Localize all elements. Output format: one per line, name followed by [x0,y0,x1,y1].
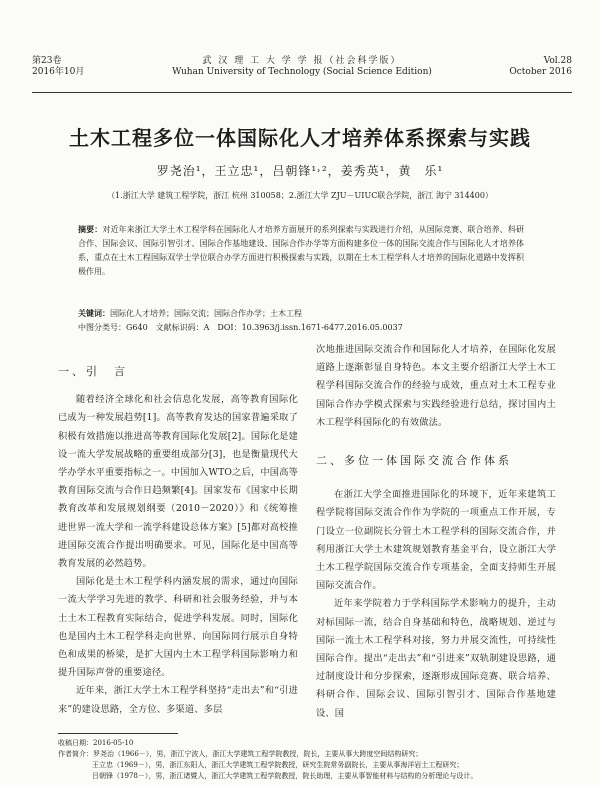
right-column [316,341,556,723]
body-paragraph: 近年来学院着力于学科国际学术影响力的提升，主动对标国际一流，结合自身基础和特色，战略规划、逆过与国际一流土木工程学科对接，努力并展交流性，可持续性国际合作。提出“走出去”和“引进来”双轨制建设思路，通过制度设计和分步探索，逐渐形成国际竞赛、联合培养、科研合作、国际会议、国际引智引才、国际合作基地建设、国 [316,598,556,719]
section-heading-intro: 一、引 言 [58,365,128,378]
abstract-text: 对近年来浙江大学土木工程学科在国际化人才培养方面展开的系列探索与实践进行介绍，从国际竞赛、联合培养、科研合作、国际会议、国际引智引才、国际合作基地建设、国际合作办学等方面构建多位一体的国际交流合作与国际化人才培养体系，重点在土木工程国际双学士学位联合办学方面进行积极探索与实践，以期在土木工程学科人才培养的国际化道路中发挥积极作用。 [78,225,525,276]
paper-title: 土木工程多位一体国际化人才培养体系探索与实践 [69,126,531,150]
abstract-label: 摘要： [78,224,103,234]
body-paragraph: 随着经济全球化和社会信息化发展，高等教育国际化已成为一种发展趋势[1]。高等教育发达的国家普遍采取了积极有效措施以推进高等教育国际化发展[2]。国际化是建设一流大学发展战略的重要组成部分[3]，也是衡量现代大学办学水平重要指标之一。中国加入WTO之后，中国高等教育国际交流与合作日趋频繁[4]。国家发布《国家中长期教育改革和发展规划纲要（2010－2020）》和《统筹推进世界一流大学和一流学科建设总体方案》[5]都对高校推进国际交流合作提出明确要求。可见，国际化是中国高等教育发展的必然趋势。 [58,394,298,570]
footnotes [58,738,568,782]
header-right [509,56,572,78]
abstract [78,222,524,279]
keywords-text: 国际化人才培养；国际交流；国际合作办学；土木工程 [110,309,302,318]
section-heading-2: 二、多位一体国际交流合作体系 [316,454,512,468]
journal-name-cn: 武 汉 理 工 大 学 学 报（社会科学版） [202,56,402,66]
body-paragraph: 次地推进国际交流合作和国际化人才培养，在国际化发展道路上逐渐彰显自身特色。本文主要介绍浙江大学土木工程学科国际交流合作的经验与成效，重点对土木工程专业国际合作办学模式探索与实践经验进行总结，探讨国内土木工程学科国际化的有效做法。 [316,344,556,428]
classification-line: 中图分类号：G640 文献标识码：A DOI：10.3963/j.issn.1671-6477.2016.05.0037 [78,323,403,332]
journal-name-en: Wuhan University of Technology (Social Science Edition) [172,67,432,77]
keywords [78,307,524,320]
footnote-author: 作者简介：罗尧治（1966－），男，浙江宁波人，浙江大学建筑工程学院教授，院长，主要从事大跨度空间结构研究； [58,750,423,758]
footnote-author: 吕朝锋（1978－），男，浙江诸暨人，浙江大学建筑工程学院教授，院长助理，主要从事智能材料与结构的分析理论与设计。 [92,772,478,780]
keywords-label: 关键词： [78,308,110,318]
footnote-rule [58,733,178,734]
left-column [58,363,298,719]
date-cn: 2016年10月 [32,67,85,77]
header-center [32,56,572,78]
footnote-received: 收稿日期：2016-05-10 [58,739,134,747]
author-list: 罗尧治¹，王立忠¹，吕朝锋¹˒²，姜秀英¹，黄 乐¹ [156,164,444,178]
volume-en: Vol.28 [543,56,572,66]
affiliations: （1.浙江大学 建筑工程学院，浙江 杭州 310058；2.浙江大学 ZJU－UIUC联合学院，浙江 海宁 314400） [107,191,493,200]
header-rule [32,92,572,93]
footnote-author: 王立忠（1969－），男，浙江东阳人，浙江大学建筑工程学院教授，研究生院常务副院长，主要从事海洋岩土工程研究； [92,761,464,769]
volume-cn: 第23卷 [32,56,62,66]
body-paragraph: 近年来，浙江大学土木工程学科坚持“走出去”和“引进来”的建设思路，全方位、多渠道、多层 [58,685,298,715]
date-en: October 2016 [509,67,572,77]
body-paragraph: 在浙江大学全面推进国际化的环境下，近年来建筑工程学院将国际交流合作作为学院的一项重点工作开展，专门设立一位副院长分管土木工程学科的国际交流合作，并利用浙江大学土木建筑规划教育基金平台，设立浙江大学土木工程学院国际交流合作专项基金，全面支持师生开展国际交流合作。 [316,489,556,592]
body-paragraph: 国际化是土木工程学科内涵发展的需求，通过向国际一流大学学习先进的教学、科研和社会服务经验，并与本土土木工程教育实际结合，促进学科发展。同时，国际化也是国内土木工程学科走向世界、向国际同行展示自身特色和成果的桥梁，是扩大国内土木工程学科国际影响力和提升国际声誉的重要途径。 [58,576,298,679]
